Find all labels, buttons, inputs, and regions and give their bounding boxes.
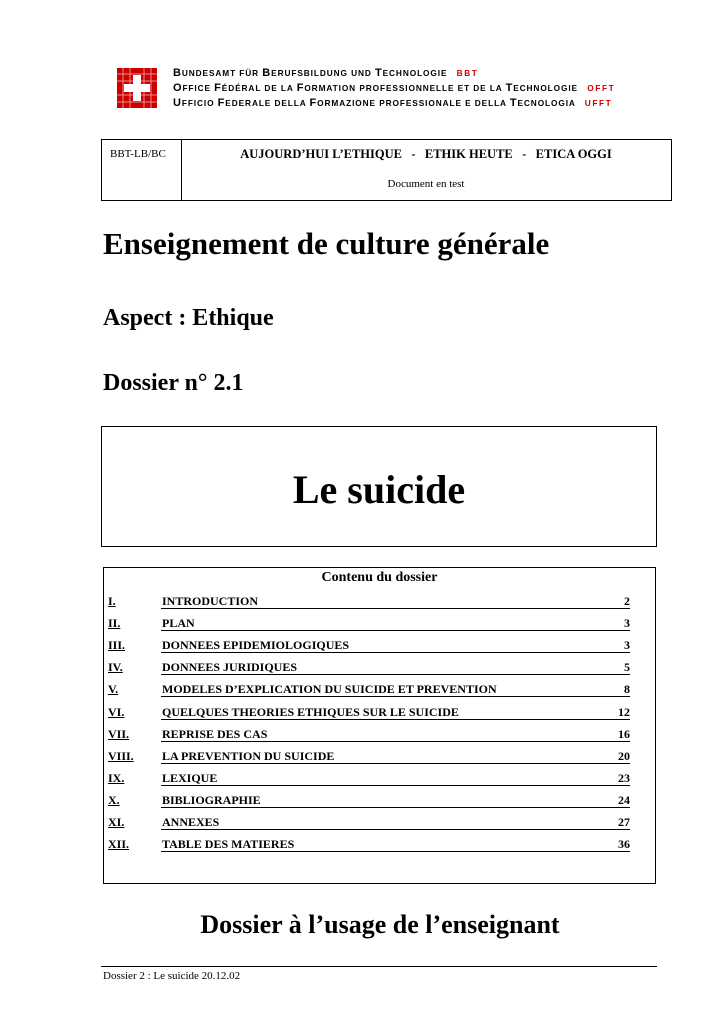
toc-entry-label: ANNEXES — [162, 815, 220, 829]
toc-entry-underline — [161, 630, 630, 631]
toc-entry[interactable] — [104, 616, 657, 634]
page-title: Enseignement de culture générale — [103, 226, 550, 261]
toc-entry-label: REPRISE DES CAS — [162, 726, 268, 741]
toc-entry-number: XI. — [108, 815, 125, 829]
agency-word-visible: FORMAZIONE — [309, 97, 376, 109]
agency-abbreviation: BBT — [456, 68, 479, 78]
agency-word-visible: TECHNOLOGIE — [505, 82, 578, 94]
toc-entry-underline — [161, 851, 630, 852]
toc-entry-page: 8 — [624, 682, 630, 697]
agency-line-fr — [173, 82, 615, 94]
toc-entry-page: 3 — [624, 638, 630, 653]
toc-entry[interactable] — [104, 837, 657, 855]
topic-title: Le suicide — [292, 467, 466, 512]
agency-word-visible: LA — [280, 83, 294, 93]
toc-entry-label: DONNEES EPIDEMIOLOGIQUES — [162, 638, 350, 653]
toc-entry-page: 3 — [624, 616, 630, 631]
document-reference: BBT-LB/BC — [110, 148, 166, 160]
agency-word-visible: FÉDÉRAL — [214, 82, 262, 94]
toc-entry[interactable] — [104, 705, 657, 723]
agency-word-visible: TECHNOLOGIE — [374, 67, 448, 79]
aspect-heading: Aspect : Ethique — [103, 305, 274, 331]
agency-word-visible: PROFESSIONALE — [379, 98, 462, 108]
toc-entry-underline — [161, 674, 630, 675]
agency-word-visible: TECNOLOGIA — [509, 97, 576, 109]
toc-entry-page: 2 — [624, 594, 630, 608]
toc-entry-underline — [161, 785, 630, 786]
toc-entry-number: VII. — [108, 726, 130, 741]
toc-entry-number: IV. — [108, 660, 123, 675]
agency-word-visible: FEDERALE — [217, 97, 272, 109]
agency-line-de — [173, 67, 478, 79]
agency-word-visible: BERUFSBILDUNG — [262, 67, 348, 79]
toc-entry[interactable] — [104, 727, 657, 745]
toc-entry[interactable] — [104, 682, 657, 700]
toc-entry[interactable] — [104, 771, 657, 789]
toc-entry-label: TABLE DES MATIERES — [162, 837, 295, 852]
agency-word-visible: DE — [473, 83, 487, 93]
toc-entry-number: VI. — [108, 704, 125, 719]
toc-entry-underline — [161, 741, 630, 742]
page-footer: Dossier 2 : Le suicide 20.12.02 — [103, 970, 241, 982]
agency-word-visible: DELLA — [274, 98, 307, 108]
swiss-cross-logo-icon — [117, 68, 157, 108]
toc-entry[interactable] — [104, 815, 657, 833]
toc-entry-label: INTRODUCTION — [162, 594, 259, 608]
toc-entry-label: LA PREVENTION DU SUICIDE — [162, 748, 335, 763]
agency-word-visible: UFFICIO — [173, 97, 215, 109]
toc-entry-page: 16 — [618, 726, 630, 741]
agency-word-visible: DELLA — [474, 98, 507, 108]
footer-divider — [101, 966, 657, 967]
toc-entry-label: QUELQUES THEORIES ETHIQUES SUR LE SUICIDE — [162, 704, 459, 719]
toc-entry-number: I. — [108, 594, 116, 608]
agency-line-it — [173, 97, 612, 109]
toc-entry-underline — [161, 719, 630, 720]
agency-word-visible: LA — [489, 83, 503, 93]
toc-entry-label: PLAN — [162, 616, 195, 631]
toc-entry-page: 23 — [618, 770, 630, 785]
agency-abbreviation: UFFT — [584, 98, 613, 108]
agency-word-visible: BUNDESAMT — [173, 67, 237, 79]
toc-entry-label: DONNEES JURIDIQUES — [162, 660, 298, 675]
toc-entry-number: VIII. — [108, 748, 134, 763]
toc-entry-number: III. — [108, 638, 126, 653]
toc-entry-underline — [161, 807, 630, 808]
agency-word-visible: FORMATION — [296, 82, 357, 94]
toc-entry-number: II. — [108, 616, 121, 631]
document-status: Document en test — [387, 178, 465, 190]
toc-entry[interactable] — [104, 793, 657, 811]
toc-heading: Contenu du dossier — [321, 570, 438, 585]
toc-entry-page: 12 — [618, 704, 630, 719]
toc-entry-page: 24 — [618, 792, 630, 807]
agency-abbreviation: OFFT — [587, 83, 616, 93]
toc-entry-label: LEXIQUE — [162, 770, 218, 785]
toc-entry-underline — [161, 652, 630, 653]
toc-entry-label: MODELES D’EXPLICATION DU SUICIDE ET PREVENTION — [162, 682, 497, 697]
toc-entry[interactable] — [104, 660, 657, 678]
agency-word-visible: OFFICE — [173, 82, 211, 94]
agency-word-visible: E — [465, 98, 472, 108]
audience-note: Dossier à l’usage de l’enseignant — [200, 910, 560, 939]
toc-entry-page: 27 — [618, 815, 630, 829]
toc-entry-underline — [161, 763, 630, 764]
toc-entry-number: IX. — [108, 770, 125, 785]
toc-entry[interactable] — [104, 594, 657, 612]
agency-word-visible: PROFESSIONNELLE — [359, 83, 455, 93]
agency-word-visible: FÜR — [239, 68, 260, 78]
toc-entry-underline — [161, 829, 630, 830]
toc-entry[interactable] — [104, 749, 657, 767]
toc-entry[interactable] — [104, 638, 657, 656]
agency-word-visible: ET — [457, 83, 471, 93]
toc-entry-underline — [161, 696, 630, 697]
toc-entry-number: XII. — [108, 837, 130, 852]
toc-entry-page: 20 — [618, 748, 630, 763]
agency-word-visible: DE — [264, 83, 278, 93]
agency-word-visible: UND — [351, 68, 372, 78]
document-header-box — [101, 139, 672, 201]
toc-entry-page: 36 — [618, 837, 630, 852]
series-title: AUJOURD’HUI L’ETHIQUE - ETHIK HEUTE - ETICA OGGI — [240, 147, 612, 161]
topic-box — [101, 426, 657, 547]
table-of-contents — [103, 567, 656, 884]
dossier-number: Dossier n° 2.1 — [103, 370, 244, 396]
toc-entry-underline — [161, 608, 630, 609]
toc-entry-number: V. — [108, 682, 119, 697]
toc-entry-number: X. — [108, 792, 120, 807]
toc-entry-page: 5 — [624, 660, 630, 675]
toc-entry-label: BIBLIOGRAPHIE — [162, 792, 261, 807]
